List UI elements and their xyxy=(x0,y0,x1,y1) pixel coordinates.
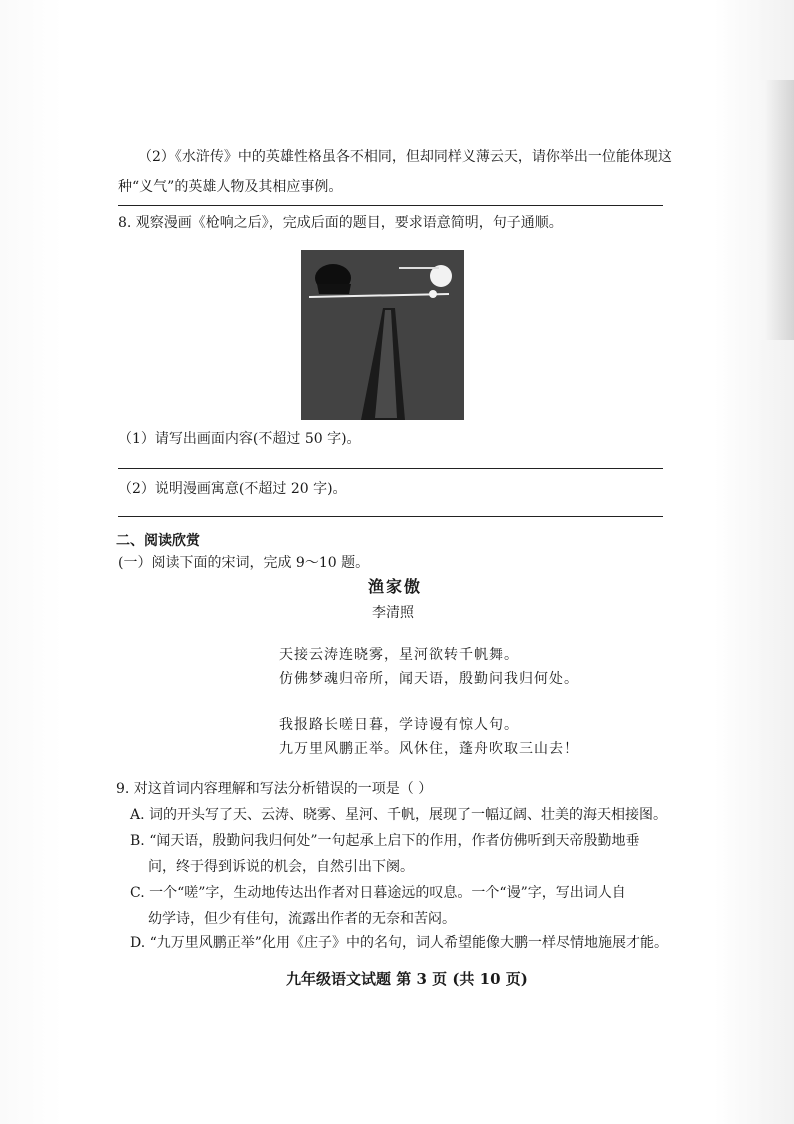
cartoon-drawing xyxy=(301,250,464,420)
option-c-line2: 幼学诗，但少有佳句，流露出作者的无奈和苦闷。 xyxy=(148,911,456,927)
poem-line: 仿佛梦魂归帝所，闻天语，殷勤问我归何处。 xyxy=(279,671,579,687)
option-d: D. “九万里风鹏正举”化用《庄子》中的名句，词人希望能像大鹏一样尽情地施展才能。 xyxy=(130,935,668,951)
cartoon-image xyxy=(301,250,464,420)
page-footer: 九年级语文试题 第 3 页 (共 10 页) xyxy=(286,970,528,988)
poem-line: 我报路长嗟日暮，学诗谩有惊人句。 xyxy=(279,717,519,733)
q7-part2-line1: （2）《水浒传》中的英雄性格虽各不相同，但却同样义薄云天，请你举出一位能体现这 xyxy=(138,149,672,165)
q7-part2-line2: 种“义气”的英雄人物及其相应事例。 xyxy=(118,179,343,195)
answer-line xyxy=(118,468,663,469)
option-b-line1: B. “闻天语，殷勤问我归何处”一句起承上启下的作用，作者仿佛听到天帝殷勤地垂 xyxy=(130,833,640,849)
answer-line xyxy=(118,205,663,206)
q8-prompt: 8. 观察漫画《枪响之后》，完成后面的题目，要求语意简明，句子通顺。 xyxy=(118,215,563,231)
answer-line xyxy=(118,516,663,517)
scan-edge-shadow xyxy=(764,80,794,340)
q8-part2: （2）说明漫画寓意(不超过 20 字)。 xyxy=(118,481,347,497)
section-subheading: (一）阅读下面的宋词，完成 9～10 题。 xyxy=(118,555,370,571)
section-heading: 二、阅读欣赏 xyxy=(116,533,200,549)
option-c-line1: C. 一个“嗟”字，生动地传达出作者对日暮途远的叹息。一个“谩”字，写出词人自 xyxy=(130,885,626,901)
poem-author: 李清照 xyxy=(372,605,414,621)
poem-title: 渔家傲 xyxy=(368,577,423,596)
q8-part1: （1）请写出画面内容(不超过 50 字)。 xyxy=(118,431,361,447)
poem-line: 九万里风鹏正举。风休住，蓬舟吹取三山去！ xyxy=(279,741,579,757)
poem-line: 天接云涛连晓雾，星河欲转千帆舞。 xyxy=(279,647,519,663)
q9-prompt: 9. 对这首词内容理解和写法分析错误的一项是（ ） xyxy=(116,781,433,797)
option-b-line2: 问，终于得到诉说的机会，自然引出下阕。 xyxy=(148,859,414,875)
option-a: A. 词的开头写了天、云涛、晓雾、星河、千帆，展现了一幅辽阔、壮美的海天相接图。 xyxy=(130,807,668,823)
